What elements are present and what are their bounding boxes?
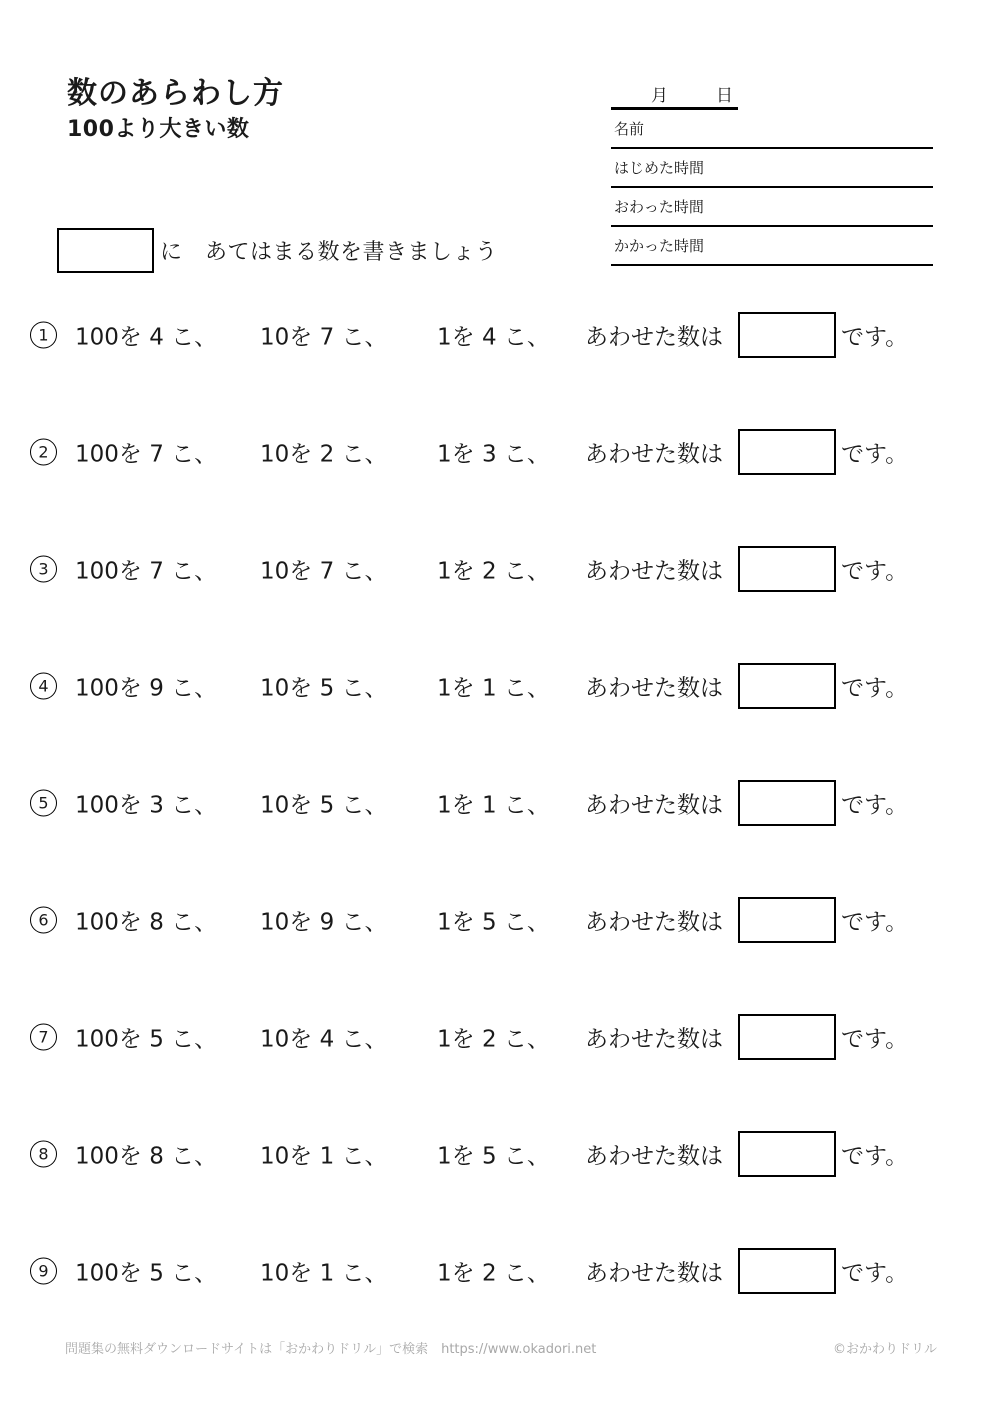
problem-row	[0, 861, 1000, 978]
date-field[interactable]	[611, 80, 738, 110]
problem-combine-text: あわせた数は	[585, 1143, 723, 1169]
problem-hundreds-text: 100を 8 こ、	[75, 1143, 218, 1169]
problem-combine-text: あわせた数は	[585, 909, 723, 935]
problem-number: 7	[30, 1023, 57, 1050]
page-subtitle: 100より大きい数	[67, 117, 250, 142]
problem-list	[0, 276, 1000, 1329]
problem-ones-text: 1を 5 こ、	[437, 1143, 550, 1169]
instruction-text: に あてはまる数を書きましょう	[160, 240, 498, 265]
problem-combine-text: あわせた数は	[585, 675, 723, 701]
problem-number: 6	[30, 906, 57, 933]
problem-hundreds-text: 100を 4 こ、	[75, 324, 218, 350]
problem-number: 1	[30, 321, 57, 348]
problem-hundreds-text: 100を 8 こ、	[75, 909, 218, 935]
answer-box[interactable]	[738, 663, 836, 709]
answer-box[interactable]	[738, 897, 836, 943]
day-label: 日	[716, 86, 733, 106]
problem-number: 2	[30, 438, 57, 465]
problem-row	[0, 744, 1000, 861]
page-footer	[65, 1338, 937, 1357]
problem-answer-suffix: です。	[841, 324, 909, 350]
problem-answer-suffix: です。	[841, 1143, 909, 1169]
footer-site-text: 問題集の無料ダウンロードサイトは「おかわりドリル」で検索 https://www.okadori.net	[65, 1342, 597, 1357]
answer-box[interactable]	[738, 780, 836, 826]
problem-answer-suffix: です。	[841, 675, 909, 701]
problem-hundreds-text: 100を 7 こ、	[75, 441, 218, 467]
problem-ones-text: 1を 4 こ、	[437, 324, 550, 350]
problem-tens-text: 10を 7 こ、	[260, 558, 388, 584]
answer-box[interactable]	[738, 1248, 836, 1294]
elapsed-time-field[interactable]	[611, 227, 933, 266]
header-form	[611, 80, 933, 266]
problem-combine-text: あわせた数は	[585, 441, 723, 467]
problem-row	[0, 393, 1000, 510]
problem-tens-text: 10を 9 こ、	[260, 909, 388, 935]
name-label: 名前	[614, 120, 645, 138]
problem-ones-text: 1を 1 こ、	[437, 675, 550, 701]
problem-hundreds-text: 100を 5 こ、	[75, 1026, 218, 1052]
problem-number: 3	[30, 555, 57, 582]
problem-ones-text: 1を 1 こ、	[437, 792, 550, 818]
start-time-label: はじめた時間	[614, 159, 705, 177]
answer-box[interactable]	[738, 312, 836, 358]
problem-ones-text: 1を 2 こ、	[437, 1026, 550, 1052]
problem-row	[0, 1212, 1000, 1329]
problem-ones-text: 1を 2 こ、	[437, 1260, 550, 1286]
problem-ones-text: 1を 2 こ、	[437, 558, 550, 584]
problem-answer-suffix: です。	[841, 792, 909, 818]
problem-tens-text: 10を 7 こ、	[260, 324, 388, 350]
instruction-blank-box	[57, 228, 154, 273]
end-time-field[interactable]	[611, 188, 933, 227]
problem-hundreds-text: 100を 7 こ、	[75, 558, 218, 584]
problem-ones-text: 1を 5 こ、	[437, 909, 550, 935]
page-title: 数のあらわし方	[67, 76, 284, 111]
problem-tens-text: 10を 5 こ、	[260, 792, 388, 818]
problem-number: 9	[30, 1257, 57, 1284]
problem-answer-suffix: です。	[841, 441, 909, 467]
answer-box[interactable]	[738, 546, 836, 592]
problem-tens-text: 10を 1 こ、	[260, 1143, 388, 1169]
problem-combine-text: あわせた数は	[585, 558, 723, 584]
problem-combine-text: あわせた数は	[585, 1260, 723, 1286]
problem-tens-text: 10を 2 こ、	[260, 441, 388, 467]
end-time-label: おわった時間	[614, 198, 704, 216]
problem-row	[0, 276, 1000, 393]
instruction	[57, 228, 498, 273]
problem-number: 8	[30, 1140, 57, 1167]
answer-box[interactable]	[738, 1014, 836, 1060]
problem-row	[0, 627, 1000, 744]
month-label: 月	[651, 86, 668, 106]
problem-row	[0, 1095, 1000, 1212]
problem-combine-text: あわせた数は	[585, 324, 723, 350]
problem-combine-text: あわせた数は	[585, 1026, 723, 1052]
problem-tens-text: 10を 4 こ、	[260, 1026, 388, 1052]
problem-ones-text: 1を 3 こ、	[437, 441, 550, 467]
problem-answer-suffix: です。	[841, 558, 909, 584]
problem-row	[0, 510, 1000, 627]
problem-row	[0, 978, 1000, 1095]
problem-tens-text: 10を 5 こ、	[260, 675, 388, 701]
name-field[interactable]	[611, 110, 933, 149]
answer-box[interactable]	[738, 1131, 836, 1177]
problem-hundreds-text: 100を 9 こ、	[75, 675, 218, 701]
answer-box[interactable]	[738, 429, 836, 475]
problem-hundreds-text: 100を 5 こ、	[75, 1260, 218, 1286]
start-time-field[interactable]	[611, 149, 933, 188]
problem-number: 4	[30, 672, 57, 699]
problem-answer-suffix: です。	[841, 1260, 909, 1286]
problem-answer-suffix: です。	[841, 909, 909, 935]
elapsed-time-label: かかった時間	[614, 237, 705, 255]
footer-copyright: ©おかわりドリル	[832, 1342, 937, 1357]
problem-answer-suffix: です。	[841, 1026, 909, 1052]
problem-combine-text: あわせた数は	[585, 792, 723, 818]
problem-number: 5	[30, 789, 57, 816]
problem-tens-text: 10を 1 こ、	[260, 1260, 388, 1286]
problem-hundreds-text: 100を 3 こ、	[75, 792, 218, 818]
